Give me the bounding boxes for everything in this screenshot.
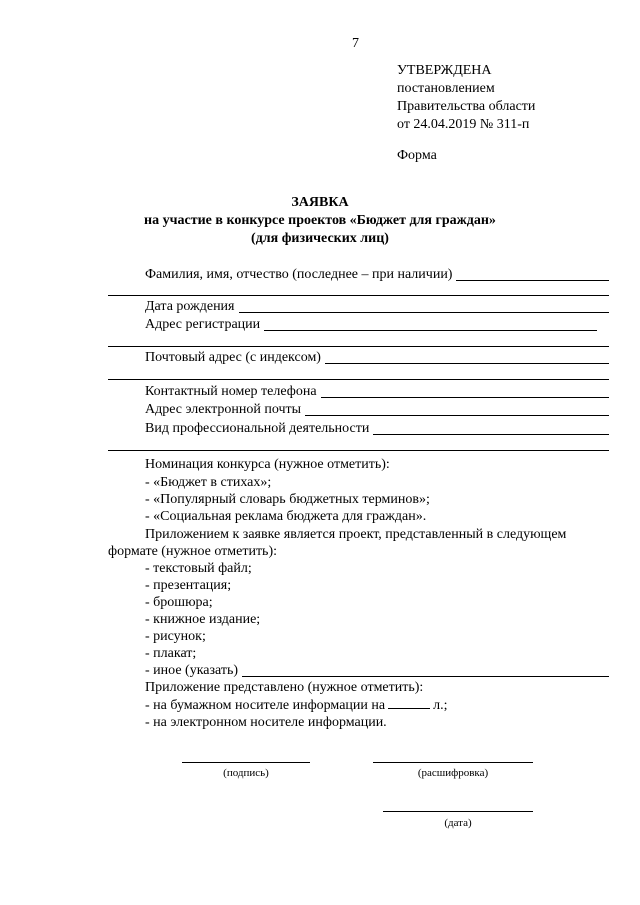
field-postal-address[interactable] xyxy=(145,349,609,367)
date-line[interactable] xyxy=(383,811,533,812)
format-option[interactable]: - книжное издание; xyxy=(145,612,261,627)
field-birth-date-label: Дата рождения xyxy=(145,299,235,314)
field-reg-address-label: Адрес регистрации xyxy=(145,317,261,332)
format-other[interactable] xyxy=(145,662,609,680)
field-birth-date-line[interactable] xyxy=(239,312,610,313)
format-option[interactable]: - презентация; xyxy=(145,578,232,593)
format-other-label: - иное (указать) xyxy=(145,663,239,678)
field-postal-address-line[interactable] xyxy=(325,363,609,364)
field-profession[interactable] xyxy=(145,420,609,438)
document-subtitle: на участие в конкурсе проектов «Бюджет для граждан» xyxy=(144,213,496,228)
format-option[interactable]: - брошюра; xyxy=(145,595,213,610)
field-profession-label: Вид профессиональной деятельности xyxy=(145,421,370,436)
decoding-caption: (расшифровка) xyxy=(417,767,489,779)
field-reg-address[interactable] xyxy=(145,316,597,334)
format-other-line[interactable] xyxy=(242,676,609,677)
field-birth-date[interactable] xyxy=(145,298,609,316)
approval-line-4: от 24.04.2019 № 311-п xyxy=(397,117,530,132)
approval-line-1: УТВЕРЖДЕНА xyxy=(397,63,492,78)
field-fio-line-2[interactable] xyxy=(108,295,609,296)
attachment-intro-cont: формате (нужное отметить): xyxy=(108,544,277,559)
nomination-option[interactable]: - «Социальная реклама бюджета для граждан». xyxy=(145,509,427,524)
document-title: ЗАЯВКА xyxy=(291,195,349,210)
field-phone-line[interactable] xyxy=(321,397,609,398)
format-option[interactable]: - плакат; xyxy=(145,646,197,661)
field-fio[interactable] xyxy=(145,266,609,284)
submission-paper-prefix: - на бумажном носителе информации на xyxy=(145,698,386,713)
field-phone-label: Контактный номер телефона xyxy=(145,384,317,399)
field-profession-line[interactable] xyxy=(373,434,609,435)
field-reg-address-line[interactable] xyxy=(264,330,597,331)
field-fio-line[interactable] xyxy=(456,280,609,281)
form-label: Форма xyxy=(397,148,437,163)
submission-paper-suffix: л.; xyxy=(433,698,448,713)
format-option[interactable]: - рисунок; xyxy=(145,629,206,644)
field-email-line[interactable] xyxy=(305,415,609,416)
approval-line-3: Правительства области xyxy=(397,99,536,114)
submission-paper[interactable] xyxy=(145,696,447,715)
nomination-option[interactable]: - «Популярный словарь бюджетных терминов»; xyxy=(145,492,430,507)
nomination-heading: Номинация конкурса (нужное отметить): xyxy=(145,457,390,472)
page-number: 7 xyxy=(352,36,359,51)
field-postal-address-line-2[interactable] xyxy=(108,379,609,380)
approval-line-2: постановлением xyxy=(397,81,495,96)
nomination-option[interactable]: - «Бюджет в стихах»; xyxy=(145,475,272,490)
field-profession-line-2[interactable] xyxy=(108,450,609,451)
field-reg-address-line-2[interactable] xyxy=(108,346,609,347)
sheet-count-blank[interactable] xyxy=(388,696,430,709)
date-caption: (дата) xyxy=(444,817,472,829)
document-subtitle-2: (для физических лиц) xyxy=(251,231,389,246)
format-option[interactable]: - текстовый файл; xyxy=(145,561,252,576)
field-postal-address-label: Почтовый адрес (с индексом) xyxy=(145,350,321,365)
submission-electronic[interactable]: - на электронном носителе информации. xyxy=(145,715,387,730)
field-email[interactable] xyxy=(145,401,609,419)
field-fio-label: Фамилия, имя, отчество (последнее – при наличии) xyxy=(145,267,453,282)
signature-caption: (подпись) xyxy=(223,767,269,779)
signature-line[interactable] xyxy=(182,762,310,763)
field-phone[interactable] xyxy=(145,383,609,401)
approval-block xyxy=(397,62,535,134)
attachment-intro: Приложением к заявке является проект, представленный в следующем xyxy=(145,527,567,542)
decoding-line[interactable] xyxy=(373,762,533,763)
field-email-label: Адрес электронной почты xyxy=(145,402,302,417)
submission-heading: Приложение представлено (нужное отметить): xyxy=(145,680,424,695)
